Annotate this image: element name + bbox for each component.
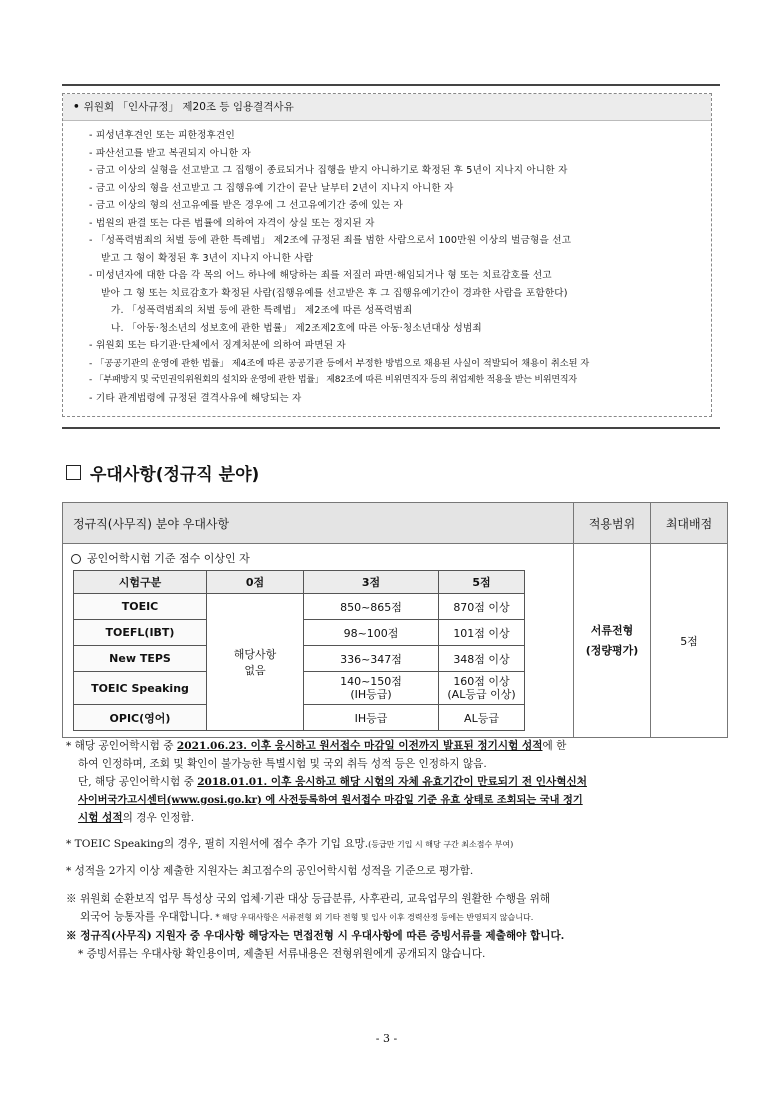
exam-name: TOEIC Speaking	[74, 672, 207, 705]
header-max: 최대배점	[651, 503, 728, 544]
table-row	[74, 594, 525, 620]
section-title: 우대사항(정규직 분야)	[66, 460, 259, 485]
list-item: - 금고 이상의 형을 선고받고 그 집행유예 기간이 끝난 날부터 2년이 지나지 아니한 자	[89, 182, 454, 194]
inner-header: 0점	[207, 571, 304, 594]
five-point-cell: AL등급	[439, 705, 525, 731]
list-item: - 법원의 판결 또는 다른 법률에 의하여 자격이 상실 또는 정지된 자	[89, 217, 375, 229]
three-point-cell: 98~100점	[304, 620, 439, 646]
criterion-line: 공인어학시험 기준 점수 이상인 자	[71, 550, 567, 566]
list-item: 나. 「아동·청소년의 성보호에 관한 법률」 제2조제2호에 따른 아동·청소년대상 성범죄	[111, 322, 482, 334]
scope-line1: 서류전형	[590, 623, 634, 637]
zero-point-cell: 해당사항 없음	[207, 594, 304, 731]
scope-line2: (정량평가)	[585, 643, 639, 657]
middle-rule	[62, 427, 720, 429]
list-item: - 기타 관계법령에 규정된 결격사유에 해당되는 자	[89, 392, 302, 404]
notes-block	[66, 737, 726, 963]
note-toeic-speaking: * TOEIC Speaking의 경우, 필히 지원서에 점수 추가 기입 요망.(등급만 기입 시 해당 구간 최소점수 부여)	[66, 838, 514, 850]
note-foreign-language: ※ 위원회 순환보직 업무 특성상 국외 업체·기관 대상 등급분류, 사후관리, 교육업무의 원활한 수행을 위해	[66, 893, 551, 905]
three-point-cell: IH등급	[304, 705, 439, 731]
inner-header: 5점	[439, 571, 525, 594]
note-proof-private: * 증빙서류는 우대사항 확인용이며, 제출된 서류내용은 전형위원에게 공개되지 않습니다.	[78, 948, 486, 960]
note-line: 하여 인정하며, 조회 및 확인이 불가능한 특별시험 및 국외 취득 성적 등은 인정하지 않음.	[78, 758, 487, 770]
criteria-cell	[63, 544, 574, 738]
exam-name: TOEIC	[74, 594, 207, 620]
exam-name: TOEFL(IBT)	[74, 620, 207, 646]
exam-name: New TEPS	[74, 646, 207, 672]
list-item: - 금고 이상의 형의 선고유예를 받은 경우에 그 선고유예기간 중에 있는 자	[89, 200, 403, 211]
hollow-circle-icon	[71, 554, 81, 564]
note-highest-score: * 성적을 2가지 이상 제출한 지원자는 최고점수의 공인어학시험 성적을 기준으로 평가함.	[66, 865, 474, 877]
list-item: 받고 그 형이 확정된 후 3년이 지나지 아니한 사람	[101, 252, 314, 264]
note-line: 외국어 능통자를 우대합니다. * 해당 우대사항은 서류전형 외 기타 전형 및 입사 이후 경력산정 등에는 반영되지 않습니다.	[80, 911, 534, 923]
list-item: - 미성년자에 대한 다음 각 목의 어느 하나에 해당하는 죄를 저질러 파면·해임되거나 형 또는 치료감호를 선고	[89, 270, 552, 281]
five-point-cell: 160점 이상 (AL등급 이상)	[439, 672, 525, 705]
header-scope: 적용범위	[574, 503, 651, 544]
max-points-cell: 5점	[651, 544, 728, 738]
five-point-cell: 101점 이상	[439, 620, 525, 646]
list-item: - 위원회 또는 타기관·단체에서 징계처분에 의하여 파면된 자	[89, 340, 346, 351]
disqualification-list	[63, 121, 711, 407]
inner-header: 3점	[304, 571, 439, 594]
bullet-icon: •	[73, 101, 80, 113]
list-item: - 「성폭력범죄의 처벌 등에 관한 특례법」 제2조에 규정된 죄를 범한 사람으로서 100만원 이상의 벌금형을 선고	[89, 235, 572, 246]
note-proof-documents: ※ 정규직(사무직) 지원자 중 우대사항 해당자는 면접전형 시 우대사항에 따른 증빙서류를 제출해야 합니다.	[66, 930, 565, 942]
list-item: - 피성년후견인 또는 피한정후견인	[89, 130, 235, 141]
checkbox-square-icon	[66, 465, 81, 480]
disqualification-box	[62, 93, 712, 417]
inner-header: 시험구분	[74, 571, 207, 594]
score-table	[73, 570, 525, 731]
list-item: - 「부패방지 및 국민권익위원회의 설치와 운영에 관한 법률」 제82조에 따른 비위면직자 등의 취업제한 적용을 받는 비위면직자	[89, 375, 577, 385]
five-point-cell: 348점 이상	[439, 646, 525, 672]
list-item: 받아 그 형 또는 치료감호가 확정된 사람(집행유예를 선고받은 후 그 집행유예기간이 경과한 사람을 포함한다)	[101, 287, 568, 299]
three-point-cell: 336~347점	[304, 646, 439, 672]
top-rule	[62, 84, 720, 86]
exam-name: OPIC(영어)	[74, 705, 207, 731]
three-point-cell: 850~865점	[304, 594, 439, 620]
page-number: - 3 -	[375, 1032, 398, 1045]
note-line: 사이버국가고시센터(www.gosi.go.kr) 에 사전등록하여 원서접수 마감일 기준 유효 상태로 조회되는 국내 정기	[78, 794, 583, 806]
list-item: 가. 「성폭력범죄의 처벌 등에 관한 특례법」 제2조에 따른 성폭력범죄	[111, 305, 413, 316]
disqualification-title: • 위원회 「인사규정」 제20조 등 임용결격사유	[63, 94, 711, 121]
scope-cell	[574, 544, 651, 738]
three-point-cell: 140~150점 (IH등급)	[304, 672, 439, 705]
header-main: 정규직(사무직) 분야 우대사항	[63, 503, 574, 544]
five-point-cell: 870점 이상	[439, 594, 525, 620]
note-line: 단, 해당 공인어학시험 중 2018.01.01. 이후 응시하고 해당 시험의 자체 유효기간이 만료되기 전 인사혁신처	[78, 776, 587, 788]
preference-table	[62, 502, 728, 738]
list-item: - 금고 이상의 실형을 선고받고 그 집행이 종료되거나 집행을 받지 아니하기로 확정된 후 5년이 지나지 아니한 자	[89, 165, 568, 176]
list-item: - 파산선고를 받고 복권되지 아니한 자	[89, 147, 251, 159]
note-line: 시험 성적의 경우 인정함.	[78, 812, 195, 824]
note-language-period: * 해당 공인어학시험 중 2021.06.23. 이후 응시하고 원서접수 마감일 이전까지 발표된 정기시험 성적에 한	[66, 740, 567, 752]
list-item: - 「공공기관의 운영에 관한 법률」 제4조에 따른 공공기관 등에서 부정한 방법으로 채용된 사실이 적발되어 채용이 취소된 자	[89, 357, 590, 369]
